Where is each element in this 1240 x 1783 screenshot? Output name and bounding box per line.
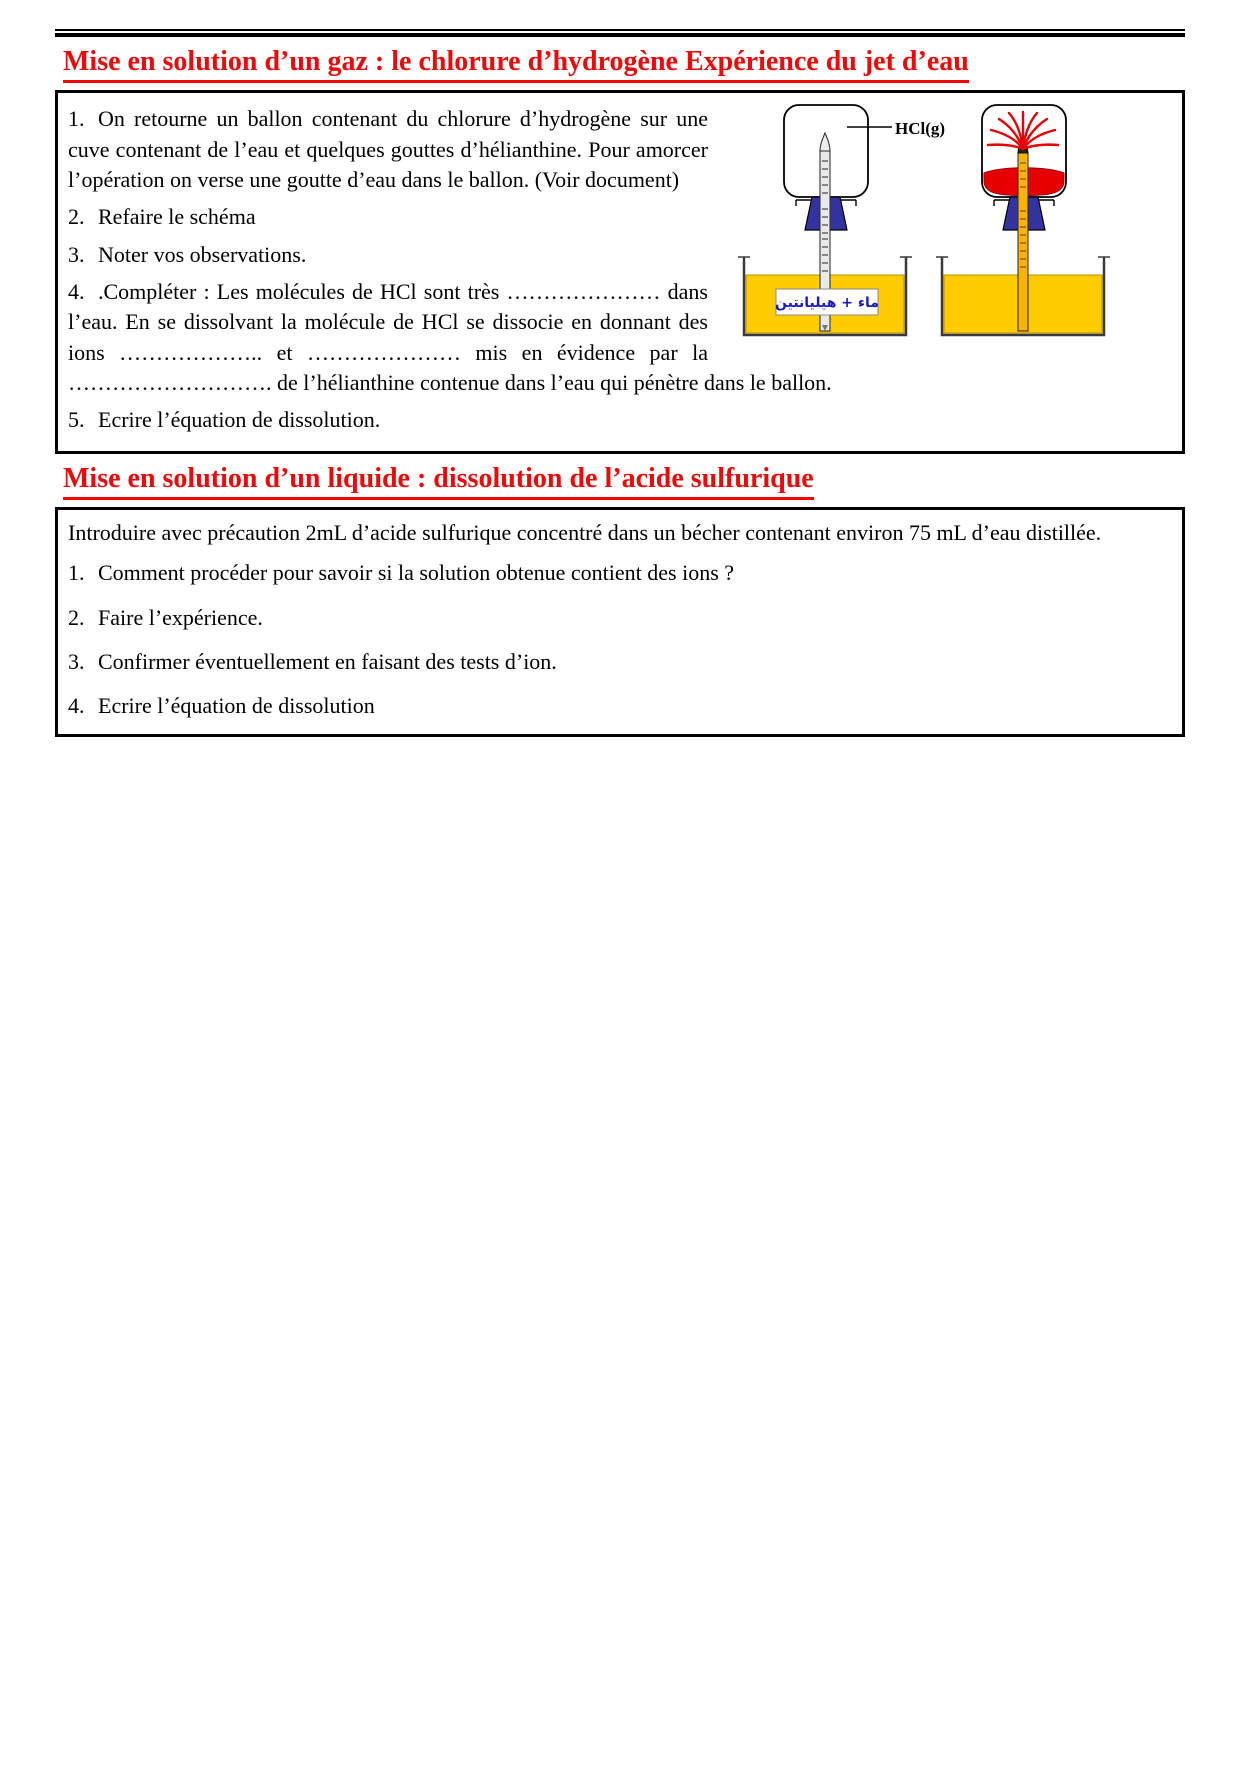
gas-step-4-text: .Compléter : Les molécules de HCl sont très ………………… dans l’eau. En se dissolvant la molécule de HCl se dissocie en donnant des ions ……………….. et ………………… mis en évidence par la ………………………. de l’hélianthine contenue dans l’eau qui pénètre dans le ballon.	[68, 278, 832, 396]
gas-step-5-text: Ecrire l’équation de dissolution.	[98, 407, 381, 433]
gas-step-2-text: Refaire le schéma	[98, 204, 256, 230]
gas-step-3-number: 3.	[68, 241, 85, 267]
liquid-step-1-number: 1.	[68, 560, 85, 586]
gas-step-3-text: Noter vos observations.	[98, 241, 307, 267]
apparatus-after	[936, 105, 1110, 335]
liquid-section	[55, 463, 1185, 737]
liquid-step-4-number: 4.	[68, 693, 85, 719]
jet-tube-right	[1018, 137, 1028, 331]
hcl-gas-label: HCl(g)	[895, 119, 946, 139]
gas-step-5-number: 5.	[68, 407, 85, 433]
gas-step-2-number: 2.	[68, 204, 85, 230]
liquid-step-2	[68, 603, 1170, 633]
gas-section-box	[55, 90, 1185, 454]
jet-deau-figure	[718, 99, 1170, 337]
liquid-step-3	[68, 647, 1170, 677]
tray-label-text: ماء + هيليانتين	[775, 295, 879, 312]
top-rule-thick-line	[55, 33, 1185, 37]
liquid-intro: Introduire avec précaution 2mL d’acide sulfurique concentré dans un bécher contenant environ 75 mL d’eau distillée.	[68, 519, 1102, 545]
section-title-gas	[63, 46, 1185, 83]
liquid-step-2-text: Faire l’expérience.	[98, 604, 263, 630]
section-title-liquid	[63, 463, 1185, 500]
gas-step-1-text: On retourne un ballon contenant du chlorure d’hydrogène sur une cuve contenant de l’eau et quelques gouttes d’hélianthine. Pour amorcer l’opération on verse une goutte d’eau dans le ballon. (Voir document)	[68, 106, 708, 192]
liquid-step-4-text: Ecrire l’équation de dissolution	[98, 693, 375, 719]
worksheet-page	[0, 29, 1240, 737]
liquid-step-2-number: 2.	[68, 604, 85, 630]
top-rule-thin-line	[55, 29, 1185, 31]
liquid-step-3-number: 3.	[68, 649, 85, 675]
liquid-step-4	[68, 691, 1170, 721]
tray-label	[775, 289, 879, 315]
page-top-rule	[55, 29, 1185, 37]
liquid-step-1-text: Comment procéder pour savoir si la solution obtenue contient des ions ?	[98, 560, 735, 586]
gas-step-1-number: 1.	[68, 106, 85, 132]
apparatus-before	[738, 105, 945, 335]
liquid-section-box	[55, 507, 1185, 737]
liquid-step-1	[68, 558, 1170, 588]
liquid-step-3-text: Confirmer éventuellement en faisant des tests d’ion.	[98, 649, 557, 675]
section-title-liquid-text: Mise en solution d’un liquide : dissolution de l’acide sulfurique	[63, 463, 814, 500]
gas-step-5	[68, 405, 1170, 435]
gas-step-4-number: 4.	[68, 278, 85, 304]
section-title-gas-text: Mise en solution d’un gaz : le chlorure d’hydrogène Expérience du jet d’eau	[63, 46, 969, 83]
